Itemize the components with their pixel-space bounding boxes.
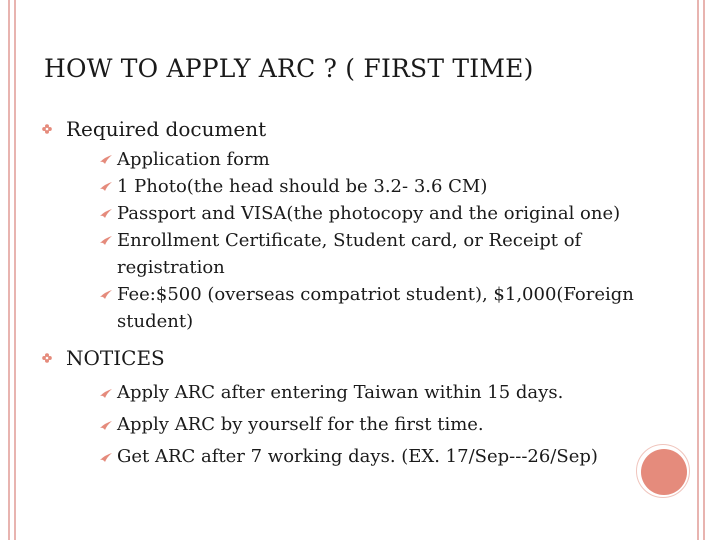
- list-item-text: Application form: [117, 149, 270, 170]
- list-item: [66, 409, 672, 441]
- notices-list: [66, 377, 672, 473]
- left-frame-line-outer: [8, 0, 10, 540]
- swoosh-bullet-icon: [99, 288, 113, 300]
- list-item: [66, 227, 672, 281]
- list-item: [66, 281, 672, 335]
- swoosh-bullet-icon: [99, 180, 113, 192]
- swoosh-bullet-icon: [99, 451, 113, 463]
- swoosh-bullet-icon: [99, 387, 113, 399]
- list-item: [66, 146, 672, 173]
- flower-bullet-icon: [42, 353, 52, 363]
- swoosh-bullet-icon: [99, 207, 113, 219]
- list-item: [66, 441, 672, 473]
- flower-bullet-icon: [42, 124, 52, 134]
- list-item-text: Fee:$500 (overseas compatriot student), $1,000(Foreign student): [117, 284, 634, 332]
- section-heading: Required document: [66, 117, 267, 141]
- decorative-circle: [641, 449, 687, 495]
- list-item-text: Passport and VISA(the photocopy and the original one): [117, 203, 621, 224]
- right-frame-line-outer: [697, 0, 699, 540]
- slide-title: HOW TO APPLY ARC ? ( FIRST TIME): [44, 54, 534, 83]
- section-heading: NOTICES: [66, 346, 165, 370]
- swoosh-bullet-icon: [99, 419, 113, 431]
- required-document-list: [66, 146, 672, 335]
- swoosh-bullet-icon: [99, 153, 113, 165]
- section-notices: [42, 345, 672, 473]
- slide-content: [42, 116, 672, 473]
- list-item: [66, 173, 672, 200]
- swoosh-bullet-icon: [99, 234, 113, 246]
- section-required-document: [42, 116, 672, 335]
- list-item-text: Apply ARC after entering Taiwan within 15 days.: [117, 382, 564, 403]
- list-item-text: 1 Photo(the head should be 3.2- 3.6 CM): [117, 176, 488, 197]
- right-frame-line-inner: [703, 0, 705, 540]
- list-item-text: Apply ARC by yourself for the first time.: [117, 414, 484, 435]
- left-frame-line-inner: [14, 0, 16, 540]
- list-item: [66, 377, 672, 409]
- list-item-text: Get ARC after 7 working days. (EX. 17/Sep---26/Sep): [117, 446, 598, 467]
- list-item: [66, 200, 672, 227]
- list-item-text: Enrollment Certificate, Student card, or Receipt of registration: [117, 230, 582, 278]
